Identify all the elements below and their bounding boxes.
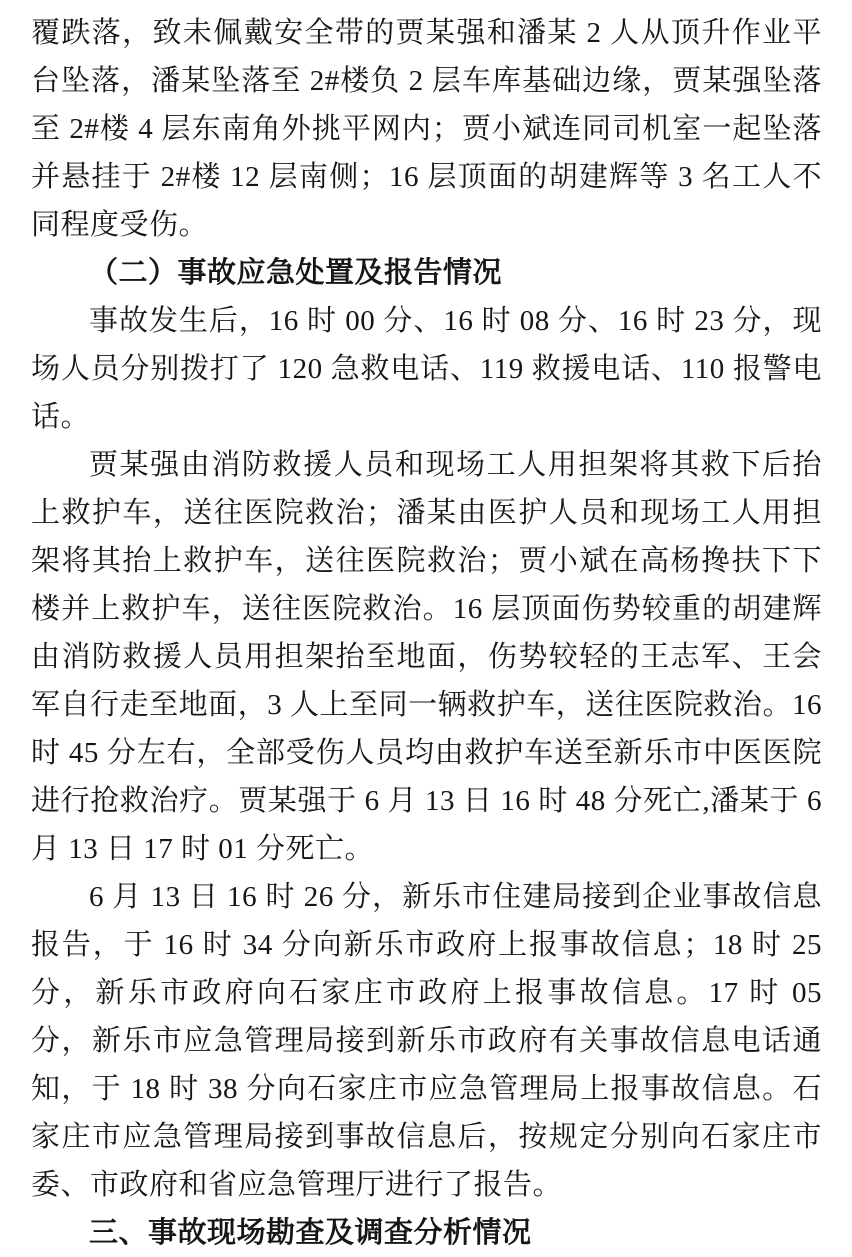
section-heading-site-investigation: 三、事故现场勘查及调查分析情况: [89, 1217, 532, 1249]
paragraph-emergency-calls: 事故发生后，16 时 00 分、16 时 08 分、16 时 23 分，现场人员分别拨打了 120 急救电话、119 救援电话、110 报警电话。: [31, 305, 822, 433]
section-heading-emergency-response: （二）事故应急处置及报告情况: [89, 257, 503, 289]
paragraph-incident-fall-continuation: 覆跌落，致未佩戴安全带的贾某强和潘某 2 人从顶升作业平台坠落，潘某坠落至 2#楼负 2 层车库基础边缘，贾某强坠落至 2#楼 4 层东南角外挑平网内；贾小斌连同司机室一起坠落并悬挂于 2#楼 12 层南侧；16 层顶面的胡建辉等 3 名工人不同程度受伤。: [31, 17, 822, 241]
paragraph-incident-reporting: 6 月 13 日 16 时 26 分，新乐市住建局接到企业事故信息报告，于 16 时 34 分向新乐市政府上报事故信息；18 时 25 分，新乐市政府向石家庄市政府上报事故信息。17 时 05 分，新乐市应急管理局接到新乐市政府有关事故信息电话通知，于 18 时 38 分向石家庄市应急管理局上报事故信息。石家庄市应急管理局接到事故信息后，按规定分别向石家庄市委、市政府和省应急管理厅进行了报告。: [31, 881, 822, 1201]
paragraph-rescue-and-treatment: 贾某强由消防救援人员和现场工人用担架将其救下后抬上救护车，送往医院救治；潘某由医护人员和现场工人用担架将其抬上救护车，送往医院救治；贾小斌在高杨搀扶下下楼并上救护车，送往医院救治。16 层顶面伤势较重的胡建辉由消防救援人员用担架抬至地面，伤势较轻的王志军、王会军自行走至地面，3 人上至同一辆救护车，送往医院救治。16 时 45 分左右，全部受伤人员均由救护车送至新乐市中医医院进行抢救治疗。贾某强于 6 月 13 日 16 时 48 分死亡,潘某于 6 月 13 日 17 时 01 分死亡。: [31, 449, 822, 865]
